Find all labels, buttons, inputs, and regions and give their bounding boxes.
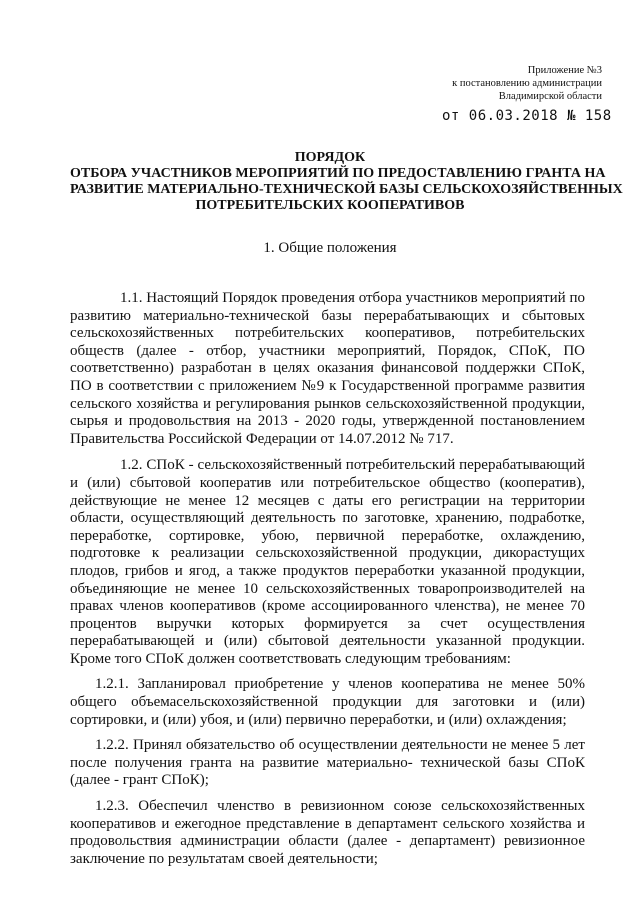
paragraph-1-1: 1.1. Настоящий Порядок проведения отбора участников мероприятий по развитию материально-технической базы перерабатывающих и сбытовых сельскохозяйственных потребительских кооперативов, потребительских обществ (далее - отбор, участники мероприятий, Порядок, СПоК, ПО соответственно) разработан в целях оказания финансовой поддержки СПоК, ПО в соответствии с приложением №9 к Государственной программе развития сельского хозяйства и регулирования рынков сельскохозяйственной продукции, сырья и продовольствия на 2013 - 2020 годы, утвержденной постановлением Правительства Российской Федерации от 14.07.2012 № 717. <box>70 290 585 447</box>
document-body <box>70 290 585 876</box>
title-line: РАЗВИТИЕ МАТЕРИАЛЬНО-ТЕХНИЧЕСКОЙ БАЗЫ СЕЛЬСКОХОЗЯЙСТВЕННЫХ <box>70 182 623 197</box>
section-heading: 1. Общие положения <box>263 240 397 256</box>
paragraph-1-2-2: 1.2.2. Принял обязательство об осуществлении деятельности не менее 5 лет после получения гранта на развитие материально- технической базы СПоК (далее - грант СПоК); <box>70 737 585 789</box>
appendix-line: Приложение №3 <box>527 65 602 76</box>
title-line: ПОРЯДОК <box>294 150 366 165</box>
paragraph-1-2: 1.2. СПоК - сельскохозяйственный потребительский перерабатывающий и (или) сбытовой кооператив или потребительское общество (кооператив), действующие не менее 12 месяцев с даты его регистрации на территории области, осуществляющий деятельность по заготовке, хранению, подработке, переработке, сортировке, убою, первичной переработке, охлаждению, подготовке к реализации сельскохозяйственной продукции, дикорастущих плодов, грибов и ягод, а также продуктов переработки указанной продукции, объединяющие не менее 10 сельскохозяйственных товаропроизводителей на правах членов кооперативов (кроме ассоциированного членства), не менее 70 процентов выручки которых формируется за счет осуществления перерабатывающей и (или) сбытовой деятельности указанной продукции. Кроме того СПоК должен соответствовать следующим требованиям: <box>70 457 585 667</box>
date-number-stamp: от 06.03.2018 № 158 <box>442 108 612 124</box>
title-line: ПОТРЕБИТЕЛЬСКИХ КООПЕРАТИВОВ <box>195 198 465 213</box>
appendix-line: к постановлению администрации <box>452 78 602 89</box>
title-line: ОТБОРА УЧАСТНИКОВ МЕРОПРИЯТИЙ ПО ПРЕДОСТАВЛЕНИЮ ГРАНТА НА <box>70 166 606 181</box>
document-title <box>70 150 623 214</box>
paragraph-1-2-3: 1.2.3. Обеспечил членство в ревизионном союзе сельскохозяйственных кооперативов и ежегодное представление в департамент сельского хозяйства и продовольствия администрации области (далее - департамент) ревизионное заключение по результатам своей деятельности; <box>70 798 585 867</box>
appendix-header <box>420 64 612 124</box>
paragraph-1-2-1: 1.2.1. Запланировал приобретение у членов кооператива не менее 50% общего объемасельскохозяйственной продукции для заготовки и (или) сортировки, и (или) убоя, и (или) первично переработки, и (или) охлаждения; <box>70 676 585 728</box>
appendix-line: Владимирской области <box>498 91 602 102</box>
